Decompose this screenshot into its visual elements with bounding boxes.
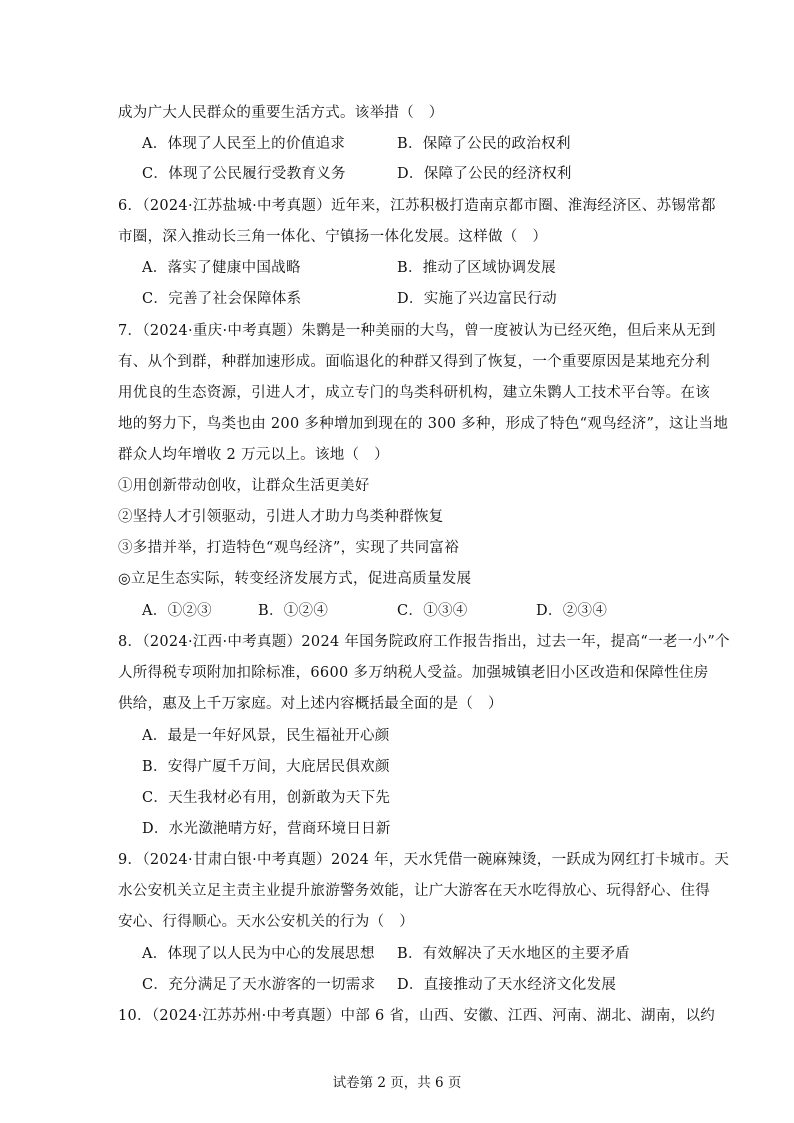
q9-stem-line2: 水公安机关立足主责主业提升旅游警务效能，让广大游客在天水吃得放心、玩得舒心、住得 — [118, 883, 710, 899]
q6-option-b: B．推动了区域协调发展 — [397, 260, 556, 276]
q6-option-a: A．落实了健康中国战略 — [142, 260, 301, 276]
q6-stem-line2: 市圈，深入推动长三角一体化、宁镇扬一体化发展。这样做（ ） — [118, 229, 548, 245]
q5-option-a: A．体现了人民至上的价值追求 — [142, 136, 346, 152]
q7-stem-line5: 群众人均年增收 2 万元以上。该地（ ） — [118, 447, 389, 463]
q9-option-d: D．直接推动了天水经济文化发展 — [397, 977, 617, 993]
q7-stem-line1: 7．（2024·重庆·中考真题）朱鹮是一种美丽的大鸟，曾一度被认为已经灭绝，但后来从无到 — [118, 323, 716, 339]
q7-statement-3: ③多措并举，打造特色“观鸟经济”，实现了共同富裕 — [118, 540, 460, 556]
q7-option-a: A．①②③ — [142, 603, 212, 619]
q5-option-c: C．体现了公民履行受教育义务 — [142, 166, 346, 182]
q9-option-a: A．体现了以人民为中心的发展思想 — [142, 946, 375, 962]
q7-statement-1: ①用创新带动创收，让群众生活更美好 — [118, 478, 370, 494]
q8-stem-line1: 8．（2024·江西·中考真题）2024 年国务院政府工作报告指出，过去一年，提高“一老一小”个 — [118, 634, 730, 650]
page-footer: 试卷第 2 页，共 6 页 — [332, 1075, 462, 1091]
q9-option-b: B．有效解决了天水地区的主要矛盾 — [397, 946, 630, 962]
q9-stem-line3: 安心、行得顺心。天水公安机关的行为（ ） — [118, 914, 414, 930]
q5-option-b: B．保障了公民的政治权利 — [397, 136, 571, 152]
q6-option-d: D．实施了兴边富民行动 — [397, 291, 557, 307]
q7-stem-line3: 用优良的生态资源，引进人才，成立专门的鸟类科研机构，建立朱鹮人工技术平台等。在该 — [118, 385, 710, 401]
q7-stem-line2: 有、从个到群，种群加速形成。面临退化的种群又得到了恢复，一个重要原因是某地充分利 — [118, 354, 710, 370]
q5-stem-tail: 成为广大人民群众的重要生活方式。该举措（ ） — [118, 105, 444, 121]
q8-stem-line2: 人所得税专项附加扣除标准，6600 多万纳税人受益。加强城镇老旧小区改造和保障性住房 — [118, 665, 709, 681]
q6-stem-line1: 6．（2024·江苏盐城·中考真题）近年来，江苏积极打造南京都市圈、淮海经济区、苏锡常都 — [118, 198, 716, 214]
q7-stem-line4: 地的努力下，鸟类也由 200 多种增加到现在的 300 多种，形成了特色“观鸟经济”，这让当地 — [118, 416, 729, 432]
q7-option-d: D．②③④ — [536, 603, 608, 619]
q5-option-d: D．保障了公民的经济权利 — [397, 166, 572, 182]
q7-option-c: C．①③④ — [397, 603, 468, 619]
q8-option-a: A．最是一年好风景，民生福祉开心颜 — [142, 728, 390, 744]
q7-statement-4: ◎立足生态实际，转变经济发展方式，促进高质量发展 — [118, 571, 472, 587]
q6-option-c: C．完善了社会保障体系 — [142, 291, 302, 307]
q10-stem-line1: 10．（2024·江苏苏州·中考真题）中部 6 省，山西、安徽、江西、河南、湖北、湖南，以约 — [118, 1008, 716, 1024]
q8-stem-line3: 供给，惠及上千万家庭。对上述内容概括最全面的是（ ） — [118, 696, 503, 712]
q8-option-b: B．安得广厦千万间，大庇居民俱欢颜 — [142, 759, 390, 775]
q8-option-c: C．天生我材必有用，创新敢为天下先 — [142, 790, 391, 806]
q7-option-b: B．①②④ — [258, 603, 329, 619]
q8-option-d: D．水光潋滟晴方好，营商环境日日新 — [142, 821, 391, 837]
q9-stem-line1: 9．（2024·甘肃白银·中考真题）2024 年，天水凭借一碗麻辣烫，一跃成为网红打卡城市。天 — [118, 852, 730, 868]
q7-statement-2: ②坚持人才引领驱动，引进人才助力鸟类种群恢复 — [118, 509, 444, 525]
q9-option-c: C．充分满足了天水游客的一切需求 — [142, 977, 376, 993]
